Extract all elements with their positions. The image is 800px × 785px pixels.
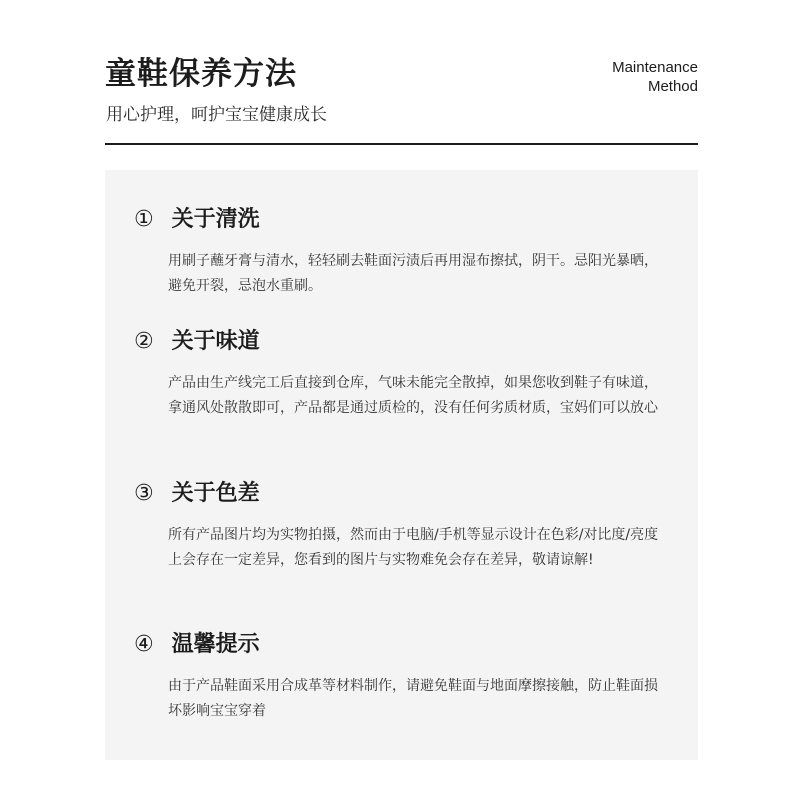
section-number: ②: [134, 329, 154, 354]
header-divider: [105, 143, 698, 145]
section-heading: [134, 327, 674, 357]
section-title: 关于味道: [171, 329, 260, 354]
section-number: ④: [134, 632, 154, 657]
section-body: 用刷子蘸牙膏与清水，轻轻刷去鞋面污渍后再用湿布擦拭，阴干。忌阳光暴晒，避免开裂，忌泡水重刷。: [168, 253, 658, 294]
section-title: 温馨提示: [171, 632, 260, 657]
section-heading: [134, 630, 674, 660]
section-heading: [134, 479, 674, 509]
section-heading: [134, 205, 674, 235]
page-subtitle: 用心护理，呵护宝宝健康成长: [106, 105, 327, 125]
section-color-difference: [134, 479, 674, 573]
section-body: 产品由生产线完工后直接到仓库，气味未能完全散掉，如果您收到鞋子有味道，拿通风处散散即可，产品都是通过质检的，没有任何劣质材质，宝妈们可以放心: [168, 375, 658, 416]
section-title: 关于色差: [171, 481, 260, 506]
section-cleaning: [134, 205, 674, 299]
section-number: ①: [134, 207, 154, 232]
section-tips: [134, 630, 674, 724]
section-number: ③: [134, 481, 154, 506]
section-body: 由于产品鞋面采用合成革等材料制作，请避免鞋面与地面摩擦接触，防止鞋面损坏影响宝宝穿着: [168, 678, 658, 719]
section-body: 所有产品图片均为实物拍摄，然而由于电脑/手机等显示设计在色彩/对比度/亮度上会存在一定差异，您看到的图片与实物难免会存在差异，敬请谅解!: [168, 527, 659, 568]
english-title-line-1: Maintenance: [612, 59, 698, 76]
section-odor: [134, 327, 674, 421]
section-title: 关于清洗: [171, 207, 260, 232]
page-title: 童鞋保养方法: [105, 56, 297, 92]
english-title-line-2: Method: [647, 78, 698, 95]
english-title: [612, 58, 698, 96]
